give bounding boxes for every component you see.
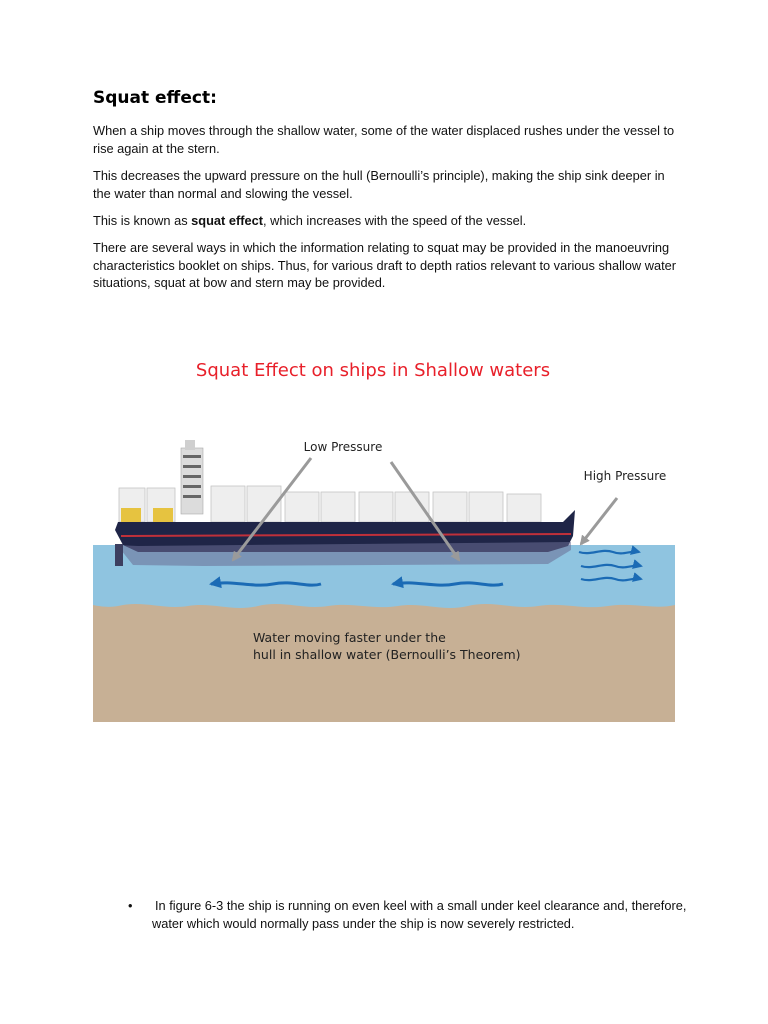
figure-caption-line-2: hull in shallow water (Bernoulli’s Theorem) [253, 647, 521, 662]
figure-title: Squat Effect on ships in Shallow waters [195, 360, 551, 381]
squat-effect-figure [93, 340, 675, 722]
bullet-marker: • [128, 898, 133, 913]
paragraph-3-bold-term: squat effect [191, 213, 263, 228]
paragraph-3 [93, 212, 683, 230]
rudder [115, 544, 123, 566]
paragraph-1: When a ship moves through the shallow water, some of the water displaced rushes under the vessel to rise again at the stern. [93, 123, 675, 156]
lifeboat [121, 508, 141, 522]
ship-superstructure [181, 440, 203, 514]
figure-caption-line-1: Water moving faster under the [253, 630, 446, 645]
submerged-hull [117, 542, 571, 566]
section-heading: Squat effect: [93, 88, 217, 108]
low-pressure-label: Low Pressure [303, 440, 383, 454]
squat-effect-illustration [93, 340, 675, 722]
lifeboat [153, 508, 173, 522]
paragraph-3-text-b: , which increases with the speed of the vessel. [262, 213, 527, 228]
high-pressure-arrow [581, 498, 617, 544]
high-pressure-label: High Pressure [583, 469, 667, 483]
paragraph-4: There are several ways in which the information relating to squat may be provided in the manoeuvring characteristics booklet on ships. Thus, for various draft to depth ratios relevant to various shallow water situations, squat at bow and stern may be provided. [93, 240, 677, 290]
paragraph-2: This decreases the upward pressure on the hull (Bernoulli’s principle), making the ship sink deeper in the water than normal and slowing the vessel. [93, 168, 665, 201]
seabed [93, 602, 675, 722]
bullet-text: In figure 6-3 the ship is running on even keel with a small under keel clearance and, therefore, water which would normally pass under the ship is now severely restricted. [152, 898, 687, 931]
paragraph-3-text-a: This is known as [93, 213, 192, 228]
